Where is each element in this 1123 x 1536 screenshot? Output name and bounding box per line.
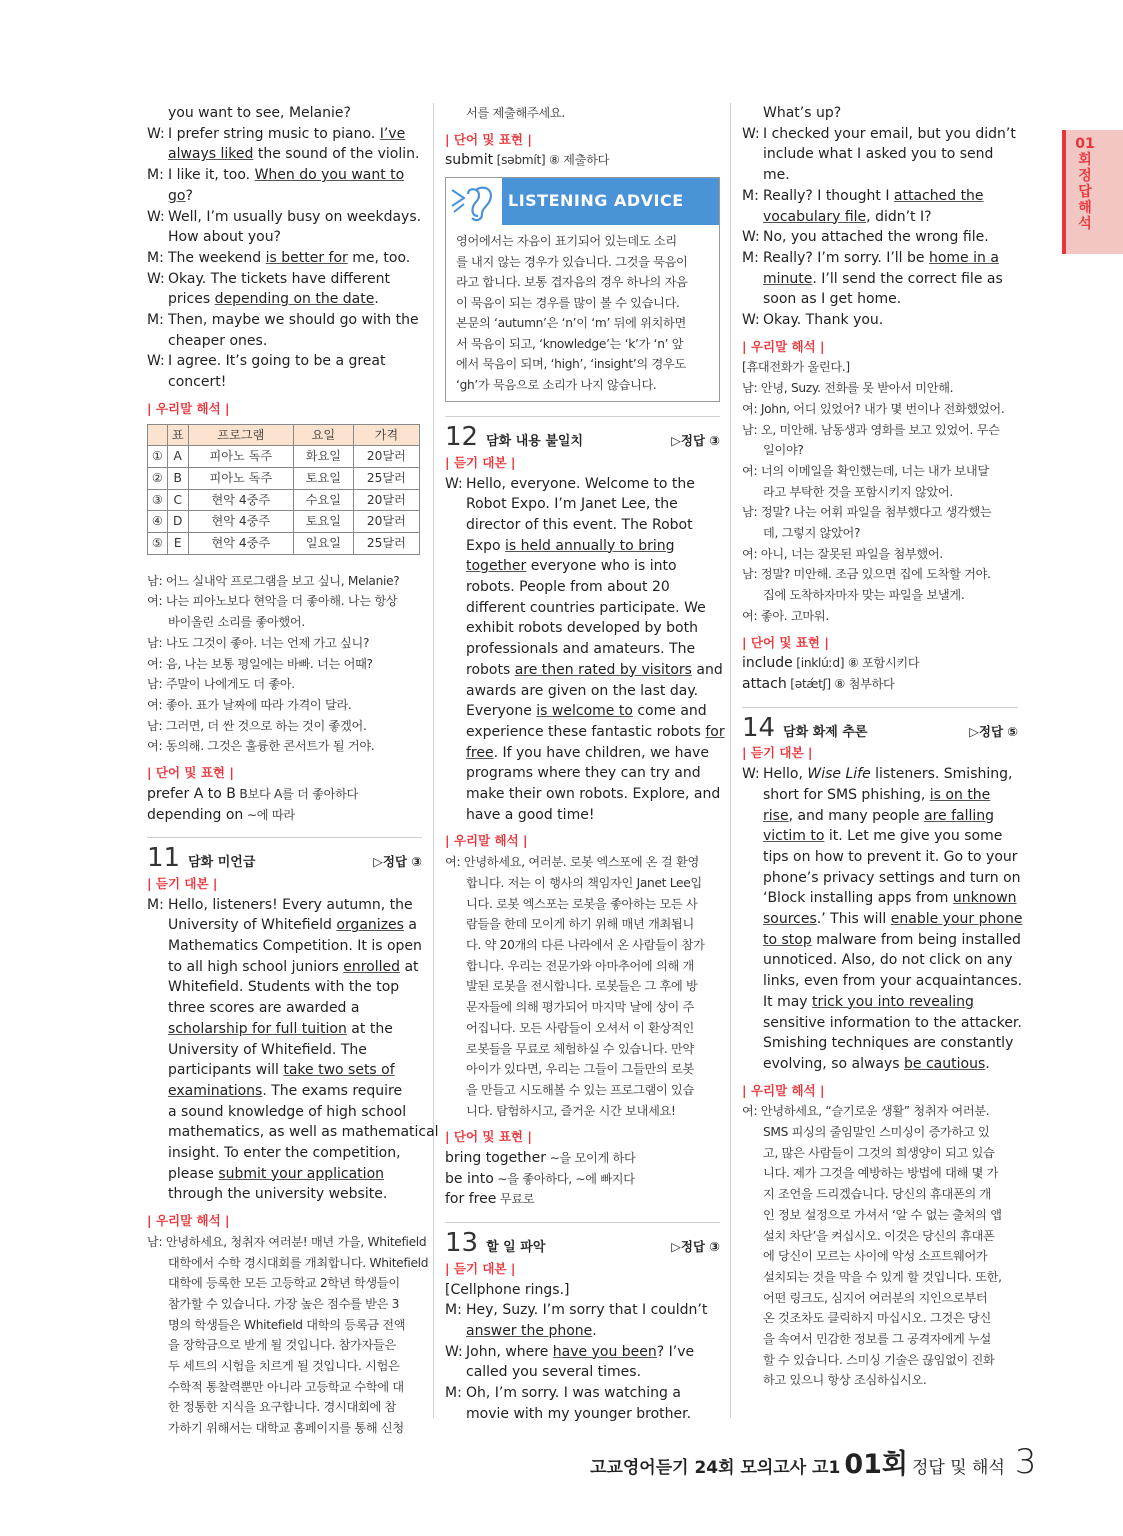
translation-line: 고, 많은 사람들이 그것의 희생양이 되고 있습 xyxy=(763,1145,995,1160)
table-cell: 현악 4중주 xyxy=(188,489,293,511)
translation-line: 하고 있으니 항상 조심하십시오. xyxy=(763,1373,927,1388)
translation-line: 을 장학금으로 받게 될 것입니다. 참가자들은 xyxy=(168,1338,396,1353)
translation-line: 일이야? xyxy=(763,443,804,458)
script-line: University of Whitefield. The xyxy=(168,1041,367,1058)
vocab-entry: submit [səbmít] ⑧ 제출하다 xyxy=(445,152,610,169)
answer-label: ▷정답 ③ xyxy=(373,854,422,870)
script-line: It may trick you into revealing xyxy=(763,993,974,1010)
translation-line: 합니다. 저는 이 행사의 책임자인 Janet Lee입 xyxy=(466,875,702,890)
question-title: 담화 화제 추론 xyxy=(783,724,868,740)
script-line: evolving, so always be cautious. xyxy=(763,1055,990,1072)
table-row xyxy=(148,511,420,533)
translation-line: 을 속여서 민감한 정보를 그 공격자에게 누설 xyxy=(763,1332,991,1347)
translation-line: 어떤 링크도, 심지어 여러분의 지인으로부터 xyxy=(763,1290,988,1305)
script-line: soon as I get home. xyxy=(763,291,902,308)
script-line: Whitefield. Students with the top xyxy=(168,979,400,996)
translation-line: 람들을 한데 모이게 하기 위해 매년 개최됩니 xyxy=(466,917,694,932)
question-title: 담화 내용 불일치 xyxy=(486,434,584,450)
script-line: concert! xyxy=(168,374,227,391)
script-line: called you several times. xyxy=(466,1364,642,1381)
script-line: W: Hello, everyone. Welcome to the xyxy=(445,475,695,492)
translation-line: 여: 음, 나는 보통 평일에는 바빠. 너는 어때? xyxy=(147,656,373,671)
table-cell: 토요일 xyxy=(293,511,353,533)
table-cell: 일요일 xyxy=(293,533,353,555)
translation-label: | 우리말 해석 | xyxy=(147,1213,230,1229)
advice-line: ‘gh’가 묵음으로 소리가 나지 않습니다. xyxy=(456,377,657,392)
vocab-entry: be into ∼을 좋아하다, ∼에 빠지다 xyxy=(445,1170,635,1187)
translation-line: 에 당신이 모르는 사이에 악성 소프트웨어가 xyxy=(763,1249,988,1264)
script-line: vocabulary file, didn’t I? xyxy=(763,208,932,225)
translation-line: 합니다. 우리는 전문가와 아마추어에 의해 개 xyxy=(466,958,694,973)
column-divider xyxy=(730,103,731,1418)
script-line: M: Really? I thought I attached the xyxy=(742,187,984,204)
price-table xyxy=(147,424,420,555)
script-line: M: Oh, I’m sorry. I was watching a xyxy=(445,1385,681,1402)
translation-line: 을 만들고 시도해볼 수 있는 프로그램이 있습 xyxy=(466,1082,694,1097)
script-line: together everyone who is into xyxy=(466,558,677,575)
script-line: [Cellphone rings.] xyxy=(445,1281,570,1298)
script-line: participants will take two sets of xyxy=(168,1062,395,1079)
script-line: unnoticed. Also, do not click on any xyxy=(763,952,1013,969)
table-row xyxy=(148,446,420,468)
column-1 xyxy=(147,103,439,1439)
table-cell: 현악 4중주 xyxy=(188,533,293,555)
advice-title: LISTENING ADVICE xyxy=(508,191,684,211)
vocab-entry: include [inklúːd] ⑧ 포함시키다 xyxy=(742,655,920,672)
page-number: 3 xyxy=(1014,1442,1037,1482)
script-label: | 듣기 대본 | xyxy=(445,1260,516,1276)
translation-line: 여: 동의해. 그것은 훌륭한 콘서트가 될 거야. xyxy=(147,739,375,754)
script-line: M: The weekend is better for me, too. xyxy=(147,249,411,266)
vocab-entry: for free 무료로 xyxy=(445,1191,535,1208)
script-line: exhibit robots developed by both xyxy=(466,620,698,637)
script-line: experience these fantastic robots for xyxy=(466,723,725,740)
vocab-label: | 단어 및 표현 | xyxy=(742,634,829,650)
script-line: M: Really? I’m sorry. I’ll be home in a xyxy=(742,249,999,266)
vocab-entry: depending on ∼에 따라 xyxy=(147,806,295,823)
translation-line: 명의 학생들은 Whitefield 대학의 등록금 전액 xyxy=(168,1317,406,1332)
advice-line: 영어에서는 자음이 표기되어 있는데도 소리 xyxy=(456,234,677,249)
table-header-row xyxy=(148,424,420,446)
script-label: | 듣기 대본 | xyxy=(445,454,516,470)
translation-label: | 우리말 해석 | xyxy=(742,338,825,354)
table-cell: 20달러 xyxy=(353,489,419,511)
script-line: minute. I’ll send the correct file as xyxy=(763,270,1003,287)
script-line: answer the phone. xyxy=(466,1322,597,1339)
script-line: please submit your application xyxy=(168,1165,385,1182)
translation-line: 참가할 수 있습니다. 가장 높은 점수를 받은 3 xyxy=(168,1296,400,1311)
translation-label: | 우리말 해석 | xyxy=(742,1082,825,1098)
script-line: movie with my younger brother. xyxy=(466,1405,692,1422)
table-cell: A xyxy=(167,446,188,468)
script-line: a sound knowledge of high school xyxy=(168,1103,407,1120)
translation-line: 니다. 탐험하시고, 즐거운 시간 보내세요! xyxy=(466,1103,676,1118)
script-line: W: Well, I’m usually busy on weekdays. xyxy=(147,208,422,225)
translation-line: 아이가 있다면, 우리는 그들이 그들만의 로봇 xyxy=(466,1062,694,1077)
script-line: W: John, where have you been? I’ve xyxy=(445,1343,695,1360)
translation-line: 여: 안녕하세요, “슬기로운 생활” 청취자 여러분. xyxy=(742,1104,990,1119)
table-cell: 피아노 독주 xyxy=(188,446,293,468)
question-header xyxy=(742,707,1018,744)
translation-line: 남: 주말이 나에게도 더 좋아. xyxy=(147,677,295,692)
advice-line: 서 묵음이 되고, ‘knowledge’는 ‘k’가 ‘n’ 앞 xyxy=(456,336,684,351)
translation-line: 여: John, 어디 있었어? 내가 몇 번이나 전화했었어. xyxy=(742,401,1005,416)
translation-line: 발된 로봇을 전시합니다. 로봇들은 그 후에 방 xyxy=(466,979,698,994)
script-line: you want to see, Melanie? xyxy=(168,105,351,121)
translation-line: 남: 정말? 나는 어휘 파일을 첨부했다고 생각했는 xyxy=(742,505,992,520)
vocab-label: | 단어 및 표현 | xyxy=(445,1129,532,1145)
advice-line: 를 내지 않는 경우가 있습니다. 그것을 묵음이 xyxy=(456,254,688,269)
script-line: Everyone is welcome to come and xyxy=(466,703,707,720)
translation-line: 다. 약 20개의 다른 나라에서 온 사람들이 참가 xyxy=(466,937,705,952)
advice-header xyxy=(446,178,719,225)
advice-line: 에서 묵음이 되며, ‘high’, ‘insight’의 경우도 xyxy=(456,357,686,372)
translation-line: 지 조언을 드리겠습니다. 당신의 휴대폰의 개 xyxy=(763,1187,991,1202)
footer-chapter: 01회 xyxy=(844,1449,908,1480)
table-cell: 20달러 xyxy=(353,446,419,468)
translation-line: 어집니다. 모든 사람들이 오셔서 이 환상적인 xyxy=(466,1020,694,1035)
translation-line: 데, 그렇지 않았어? xyxy=(763,526,861,541)
script-line: sensitive information to the attacker. xyxy=(763,1014,1022,1031)
script-line: Smishing techniques are constantly xyxy=(763,1035,1014,1052)
translation-line: 여: 아니, 너는 잘못된 파일을 첨부했어. xyxy=(742,546,943,561)
question-header xyxy=(147,837,422,874)
translation-line: 한 정통한 지식을 요구합니다. 경시대회에 참 xyxy=(168,1400,396,1415)
script-line: Robot Expo. I’m Janet Lee, the xyxy=(466,496,678,513)
translation-line: 집에 도착하자마자 맞는 파일을 보낼게. xyxy=(763,588,965,603)
script-line: W: No, you attached the wrong file. xyxy=(742,229,989,246)
translation-line: 남: 안녕, Suzy. 전화를 못 받아서 미안해. xyxy=(742,381,954,396)
script-line: victim to it. Let me give you some xyxy=(763,828,1003,845)
translation-line: 여: 나는 피아노보다 현악을 더 좋아해. 나는 항상 xyxy=(147,594,398,609)
script-line: W: Okay. The tickets have different xyxy=(147,270,390,287)
translation-line: [휴대전화가 울린다.] xyxy=(742,360,850,375)
vocab-entry: attach [ətǽtʃ] ⑧ 첨부하다 xyxy=(742,675,895,692)
translation-line: 대학에서 수학 경시대회를 개최합니다. Whitefield xyxy=(168,1255,429,1270)
answer-label: ▷정답 ③ xyxy=(671,1239,720,1255)
question-number: 14 xyxy=(742,712,776,743)
table-cell: B xyxy=(167,467,188,489)
table-header: 가격 xyxy=(353,424,419,446)
script-line: Expo is held annually to bring xyxy=(466,537,675,554)
script-line: M: Then, maybe we should go with the xyxy=(147,312,419,329)
answer-label: ▷정답 ⑤ xyxy=(969,723,1018,739)
translation-line: 수학적 통찰력뿐만 아니라 고등학교 수학에 대 xyxy=(168,1379,404,1394)
translation-label: | 우리말 해석 | xyxy=(147,400,230,416)
question-title: 담화 미언급 xyxy=(188,855,256,871)
script-line: How about you? xyxy=(168,229,281,246)
script-line: W: Hello, Wise Life listeners. Smishing, xyxy=(742,766,1013,783)
translation-line: 여: 좋아. 표가 날짜에 따라 가격이 달라. xyxy=(147,697,352,712)
translation-line: 남: 어느 실내악 프로그램을 보고 싶니, Melanie? xyxy=(147,573,400,588)
script-line: cheaper ones. xyxy=(168,332,268,349)
translation-line: 니다. 로봇 엑스포는 로봇을 좋아하는 모든 사 xyxy=(466,896,698,911)
script-label: | 듣기 대본 | xyxy=(147,875,218,891)
script-line: have a good time! xyxy=(466,806,595,823)
translation-line: 설치되는 것을 막을 수 있게 할 것입니다. 또한, xyxy=(763,1269,1002,1284)
script-line: through the university website. xyxy=(168,1186,388,1203)
table-cell: ④ xyxy=(148,511,168,533)
table-cell: ② xyxy=(148,467,168,489)
table-row xyxy=(148,533,420,555)
script-line: robots. People from about 20 xyxy=(466,579,670,596)
page-footer xyxy=(590,1442,1037,1486)
advice-body xyxy=(446,225,719,401)
question-title: 할 일 파악 xyxy=(486,1240,546,1256)
table-header: 프로그램 xyxy=(188,424,293,446)
script-line: different countries participate. We xyxy=(466,599,706,616)
script-line: awards are given on the last day. xyxy=(466,682,699,699)
script-line: examinations. The exams require xyxy=(168,1082,403,1099)
script-line: sources.’ This will enable your phone xyxy=(763,911,1023,928)
script-line: to stop malware from being installed xyxy=(763,931,1021,948)
translation-line: 니다. 제가 그것을 예방하는 방법에 대해 몇 가 xyxy=(763,1166,999,1181)
translation-line: 할 수 있습니다. 스미싱 기술은 끊임없이 진화 xyxy=(763,1352,995,1367)
column-3 xyxy=(742,103,1023,1391)
table-cell: 토요일 xyxy=(293,467,353,489)
script-line: insight. To enter the competition, xyxy=(168,1145,401,1162)
table-cell: 25달러 xyxy=(353,533,419,555)
translation-line: 남: 오, 미안해. 남동생과 영화를 보고 있었어. 무슨 xyxy=(742,422,1000,437)
table-cell: 화요일 xyxy=(293,446,353,468)
script-line: phone’s privacy settings and turn on xyxy=(763,869,1021,886)
column-2 xyxy=(445,103,725,1424)
ear-icon xyxy=(446,178,502,225)
script-line: robots are then rated by visitors and xyxy=(466,661,723,678)
script-line: mathematics, as well as mathematical xyxy=(168,1124,439,1141)
script-label: | 듣기 대본 | xyxy=(742,745,813,761)
script-line: ‘Block installing apps from unknown xyxy=(763,890,1017,907)
listening-advice-box xyxy=(445,177,720,402)
vocab-label: | 단어 및 표현 | xyxy=(147,765,234,781)
script-line: W: I checked your email, but you didn’t xyxy=(742,125,1016,142)
script-line: make their own robots. Explore, and xyxy=(466,786,721,803)
table-cell: D xyxy=(167,511,188,533)
table-row xyxy=(148,467,420,489)
question-header xyxy=(445,1222,720,1259)
translation-line: 남: 그러면, 더 싼 것으로 하는 것이 좋겠어. xyxy=(147,718,367,733)
translation-line: 라고 부탁한 것을 포함시키지 않았어. xyxy=(763,484,953,499)
translation-line: 로봇들을 무료로 체험하실 수 있습니다. 만약 xyxy=(466,1041,694,1056)
script-line: M: Hello, listeners! Every autumn, the xyxy=(147,896,413,913)
question-header xyxy=(445,416,720,453)
table-cell: C xyxy=(167,489,188,511)
table-row xyxy=(148,489,420,511)
table-cell: 수요일 xyxy=(293,489,353,511)
script-line: free. If you have children, we have xyxy=(466,744,709,761)
vocab-entry: bring together ∼을 모이게 하다 xyxy=(445,1150,636,1167)
script-line: professionals and amateurs. The xyxy=(466,641,696,658)
question-number: 11 xyxy=(147,843,181,874)
question-number: 13 xyxy=(445,1228,479,1259)
answer-label: ▷정답 ③ xyxy=(671,433,720,449)
script-line: me. xyxy=(763,167,790,184)
script-line: rise, and many people are falling xyxy=(763,807,995,824)
footer-section: 정답 및 해석 xyxy=(911,1458,1005,1478)
table-cell: E xyxy=(167,533,188,555)
translation-line: 남: 나도 그것이 좋아. 너는 언제 가고 싶니? xyxy=(147,635,370,650)
translation-line: 인 정보 설정으로 가셔서 ‘알 수 없는 출처의 앱 xyxy=(763,1207,1002,1222)
table-cell: 25달러 xyxy=(353,467,419,489)
advice-line: 라고 합니다. 보통 겹자음의 경우 하나의 자음 xyxy=(456,275,688,290)
table-header xyxy=(148,424,168,446)
tab-accent-bar xyxy=(1062,130,1066,254)
vocab-label: | 단어 및 표현 | xyxy=(445,131,532,147)
chapter-side-tab xyxy=(1062,130,1123,254)
translation-line: 여: 좋아. 고마워. xyxy=(742,608,829,623)
translation-line: 서를 제출해주세요. xyxy=(466,106,565,120)
table-cell: ③ xyxy=(148,489,168,511)
table-cell: 20달러 xyxy=(353,511,419,533)
tab-label: 01 회 정 답 해 석 xyxy=(1075,136,1095,232)
translation-line: 여: 너의 이메일을 확인했는데, 너는 내가 보내달 xyxy=(742,463,989,478)
translation-label: | 우리말 해석 | xyxy=(445,833,528,849)
advice-line: 이 묵음이 되는 경우를 많이 볼 수 있습니다. xyxy=(456,295,680,310)
translation-line: 온 것조차도 클릭하지 마십시오. 그것은 당신 xyxy=(763,1311,991,1326)
script-line: What’s up? xyxy=(763,105,842,121)
script-line: go? xyxy=(168,187,193,204)
script-line: prices depending on the date. xyxy=(168,291,379,308)
translation-line: 대학에 등록한 모든 고등학교 2학년 학생들이 xyxy=(168,1276,400,1291)
translation-line: 두 세트의 시험을 치르게 될 것입니다. 시험은 xyxy=(168,1359,400,1374)
translation-line: SMS 피싱의 줄임말인 스미싱이 증가하고 있 xyxy=(763,1125,990,1140)
script-line: links, even from your acquaintances. xyxy=(763,973,1023,990)
translation-line: 바이올린 소리를 좋아했어. xyxy=(168,615,305,630)
translation-line: 남: 안녕하세요, 청취자 여러분! 매년 가을, Whitefield xyxy=(147,1234,427,1249)
script-line: Mathematics Competition. It is open xyxy=(168,938,422,955)
question-number: 12 xyxy=(445,422,479,453)
table-cell: ⑤ xyxy=(148,533,168,555)
translation-line: 남: 정말? 미안해. 조금 있으면 집에 도착할 거야. xyxy=(742,567,991,582)
table-header: 요일 xyxy=(293,424,353,446)
script-line: University of Whitefield organizes a xyxy=(168,917,417,934)
table-cell: 피아노 독주 xyxy=(188,467,293,489)
script-line: to all high school juniors enrolled at xyxy=(168,958,419,975)
script-line: short for SMS phishing, is on the xyxy=(763,786,991,803)
vocab-entry: prefer A to B B보다 A를 더 좋아하다 xyxy=(147,785,359,802)
script-line: M: I like it, too. When do you want to xyxy=(147,167,405,184)
script-line: always liked the sound of the violin. xyxy=(168,146,420,163)
script-line: programs where they can try and xyxy=(466,765,701,782)
script-line: W: Okay. Thank you. xyxy=(742,312,884,329)
script-line: W: I prefer string music to piano. I’ve xyxy=(147,125,406,142)
translation-line: 가하기 위해서는 대학교 홈페이지를 통해 신청 xyxy=(168,1421,404,1436)
table-header: 표 xyxy=(167,424,188,446)
script-line: include what I asked you to send xyxy=(763,146,994,163)
script-line: M: Hey, Suzy. I’m sorry that I couldn’t xyxy=(445,1302,708,1319)
column-divider xyxy=(433,103,434,1418)
table-cell: ① xyxy=(148,446,168,468)
script-line: scholarship for full tuition at the xyxy=(168,1020,393,1037)
script-line: director of this event. The Robot xyxy=(466,516,693,533)
translation-line: 설치 차단’을 켜십시오. 이것은 당신의 휴대폰 xyxy=(763,1228,995,1243)
script-line: W: I agree. It’s going to be a great xyxy=(147,353,386,370)
table-cell: 현악 4중주 xyxy=(188,511,293,533)
footer-book-title: 고교영어듣기 24회 모의고사 고1 xyxy=(590,1458,841,1478)
translation-line: 여: 안녕하세요, 여러분. 로봇 엑스포에 온 걸 환영 xyxy=(445,855,699,870)
advice-line: 본문의 ‘autumn’은 ‘n’이 ‘m’ 뒤에 위치하면 xyxy=(456,316,687,331)
translation-line: 문자들에 의해 평가되어 마지막 날에 상이 주 xyxy=(466,1000,694,1015)
script-line: three scores are awarded a xyxy=(168,1000,360,1017)
script-line: tips on how to prevent it. Go to your xyxy=(763,848,1018,865)
